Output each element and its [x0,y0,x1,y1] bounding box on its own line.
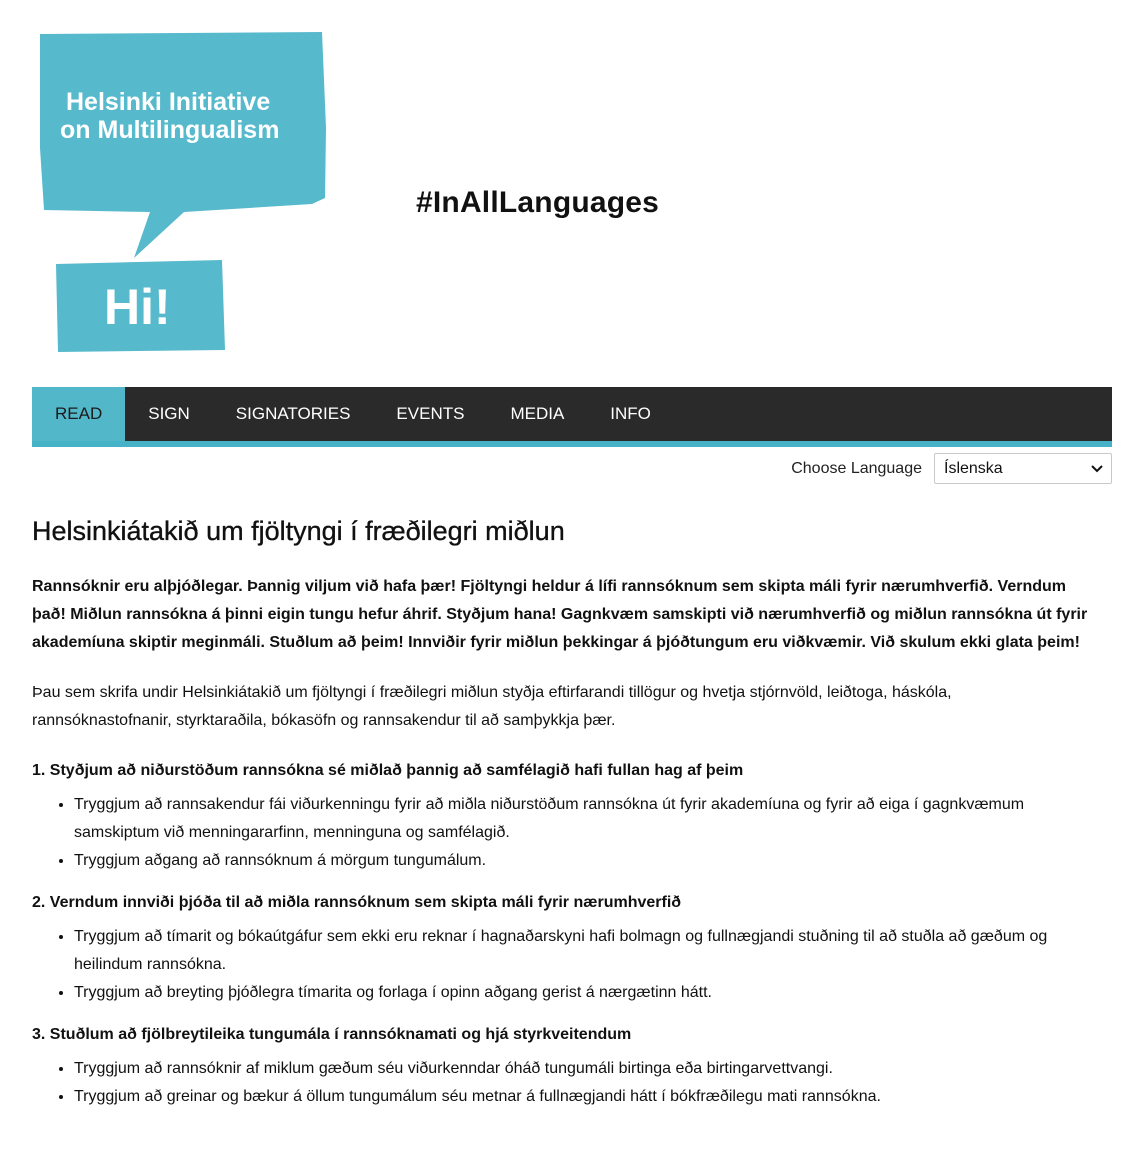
recommendation-heading: 3. Stuðlum að fjölbreytileika tungumála í rannsóknamati og hjá styrkveitendum [32,1026,632,1043]
main-nav [32,387,1112,447]
recommendation-heading: 2. Verndum innviði þjóða til að miðla rannsóknum sem skipta máli fyrir nærumhverfið [32,894,682,911]
language-label: Choose Language [791,459,922,477]
hashtag: #InAllLanguages [416,186,660,219]
language-select[interactable] [934,453,1112,484]
chevron-down-icon [1091,465,1103,473]
recommendation-2 [32,889,1092,1007]
recommendation-list [32,791,1092,875]
site-header [0,0,1139,386]
recommendation-3 [32,1021,1092,1111]
intro-paragraph: Þau sem skrifa undir Helsinkiátakið um fjöltyngi í fræðilegri miðlun styðja eftirfarandi tillögur og hvetja stjórnvöld, leiðtoga, háskóla, rannsóknastofnanir, styrktaraðila, bókasöfn og rannsakendur til að samþykkja þær. [32,684,952,729]
logo-greeting: Hi! [104,279,171,335]
nav-events[interactable]: EVENTS [396,404,465,423]
lead-paragraph: Rannsóknir eru alþjóðlegar. Þannig viljum við hafa þær! Fjöltyngi heldur á lífi rannsóknum sem skipta máli fyrir nærumhverfið. Verndum það! Miðlun rannsókna á þinni eigin tungu hefur áhrif. Styðjum hana! Gagnkvæm samskipti við nærumhverfið og miðlun rannsókna út fyrir akademíuna skiptir meginmáli. Stuðlum að þeim! Innviðir fyrir miðlun þekkingar á þjóðtungum eru viðkvæmir. Við skulum ekki glata þeim! [32,578,1088,651]
list-item: • Tryggjum að breyting þjóðlegra tímarita og forlaga í opinn aðgang gerist á nærgætinn hátt. [74,979,1092,1007]
list-item: • Tryggjum að rannsóknir af miklum gæðum séu viðurkenndar óháð tungumáli birtinga eða birtingarvettvangi. [74,1055,1092,1083]
list-item: • Tryggjum aðgang að rannsóknum á mörgum tungumálum. [74,847,1092,875]
nav-read[interactable]: READ [32,387,125,441]
page-title: Helsinkiátakið um fjöltyngi í fræðilegri miðlun [32,516,565,546]
recommendation-1 [32,757,1092,875]
list-item: • Tryggjum að tímarit og bókaútgáfur sem ekki eru reknar í hagnaðarskyni hafi bolmagn og fullnægjandi stuðning til að stuðla að gæðum og heilindum rannsókna. [74,923,1092,979]
logo-line-2: on Multilingualism [60,116,280,144]
nav-signatories[interactable]: SIGNATORIES [235,404,351,423]
nav-media[interactable]: MEDIA [510,404,565,423]
logo-line-1: Helsinki Initiative [66,88,271,116]
logo[interactable] [36,28,332,354]
list-item: • Tryggjum að greinar og bækur á öllum tungumálum séu metnar á fullnægjandi hátt í bókfræðilegu mati rannsókna. [74,1083,1092,1111]
nav-sign[interactable]: SIGN [148,404,190,423]
recommendation-list [32,923,1092,1007]
main-content [32,516,1092,1125]
recommendation-list [32,1055,1092,1111]
language-chooser [791,453,1112,484]
list-item: • Tryggjum að rannsakendur fái viðurkenningu fyrir að miðla niðurstöðum rannsókna út fyrir akademíuna og fyrir að eiga í gagnkvæmum samskiptum við menningararfinn, menninguna og samfélagið. [74,791,1092,847]
recommendation-heading: 1. Styðjum að niðurstöðum rannsókna sé miðlað þannig að samfélagið hafi fullan hag af þeim [32,762,744,779]
nav-info[interactable]: INFO [610,404,651,423]
speech-bubble-large [40,32,326,258]
language-selected-value: Íslenska [944,459,1003,477]
